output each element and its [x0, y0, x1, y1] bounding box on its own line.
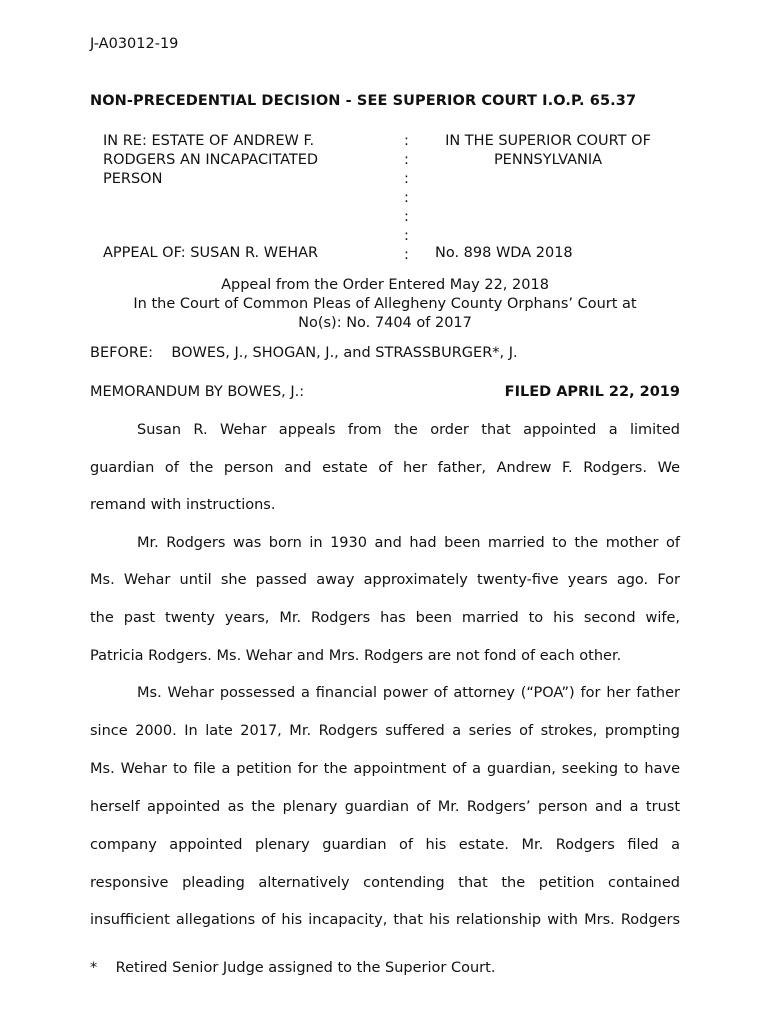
caption-colon: :	[404, 247, 409, 263]
body-line: responsive pleading alternatively contending that the petition contained	[90, 875, 680, 891]
case-docket-number: No. 898 WDA 2018	[435, 245, 573, 261]
body-line: Ms. Wehar possessed a financial power of attorney (“POA”) for her father	[137, 685, 680, 701]
caption-left-line: RODGERS AN INCAPACITATED	[103, 152, 319, 168]
caption-left-line: IN RE: ESTATE OF ANDREW F.	[103, 133, 315, 149]
appeal-from-line: Appeal from the Order Entered May 22, 2018	[221, 277, 549, 293]
panel-judges: BEFORE: BOWES, J., SHOGAN, J., and STRASSBURGER*, J.	[90, 345, 518, 361]
appeal-from-line: No(s): No. 7404 of 2017	[298, 315, 472, 331]
body-line: since 2000. In late 2017, Mr. Rodgers suffered a series of strokes, prompting	[90, 723, 680, 739]
caption-colon: :	[404, 171, 409, 187]
body-line: Susan R. Wehar appeals from the order that appointed a limited	[137, 422, 680, 438]
body-line: Patricia Rodgers. Ms. Wehar and Mrs. Rodgers are not fond of each other.	[90, 648, 622, 664]
body-line: herself appointed as the plenary guardian of Mr. Rodgers’ person and a trust	[90, 799, 680, 815]
non-precedential-title: NON-PRECEDENTIAL DECISION - SEE SUPERIOR COURT I.O.P. 65.37	[90, 93, 637, 109]
body-line: guardian of the person and estate of her father, Andrew F. Rodgers. We	[90, 460, 680, 476]
body-line: Ms. Wehar to file a petition for the appointment of a guardian, seeking to have	[90, 761, 680, 777]
body-line: Ms. Wehar until she passed away approximately twenty-five years ago. For	[90, 572, 680, 588]
caption-colon: :	[404, 228, 409, 244]
body-line: Mr. Rodgers was born in 1930 and had been married to the mother of	[137, 535, 680, 551]
filed-date: FILED APRIL 22, 2019	[504, 384, 680, 400]
caption-colon-column	[404, 132, 409, 265]
caption-left-line: PERSON	[103, 171, 163, 187]
body-line: the past twenty years, Mr. Rodgers has been married to his second wife,	[90, 610, 680, 626]
docket-number-header: J-A03012-19	[90, 36, 179, 52]
footnote: * Retired Senior Judge assigned to the Superior Court.	[90, 960, 496, 976]
case-caption-left	[103, 132, 373, 189]
memorandum-author: MEMORANDUM BY BOWES, J.:	[90, 384, 305, 400]
body-line: insufficient allegations of his incapacity, that his relationship with Mrs. Rodgers	[90, 912, 680, 928]
appeal-from-block	[90, 276, 680, 333]
caption-colon: :	[404, 133, 409, 149]
appeal-from-line: In the Court of Common Pleas of Allegheny County Orphans’ Court at	[133, 296, 637, 312]
case-caption-right	[432, 132, 664, 170]
body-line: remand with instructions.	[90, 497, 276, 513]
court-name-line: PENNSYLVANIA	[493, 152, 603, 168]
court-name-line: IN THE SUPERIOR COURT OF	[445, 133, 651, 149]
caption-colon: :	[404, 152, 409, 168]
body-line: company appointed plenary guardian of his estate. Mr. Rodgers filed a	[90, 837, 680, 853]
caption-colon: :	[404, 209, 409, 225]
appellant-line: APPEAL OF: SUSAN R. WEHAR	[103, 245, 319, 261]
caption-colon: :	[404, 190, 409, 206]
